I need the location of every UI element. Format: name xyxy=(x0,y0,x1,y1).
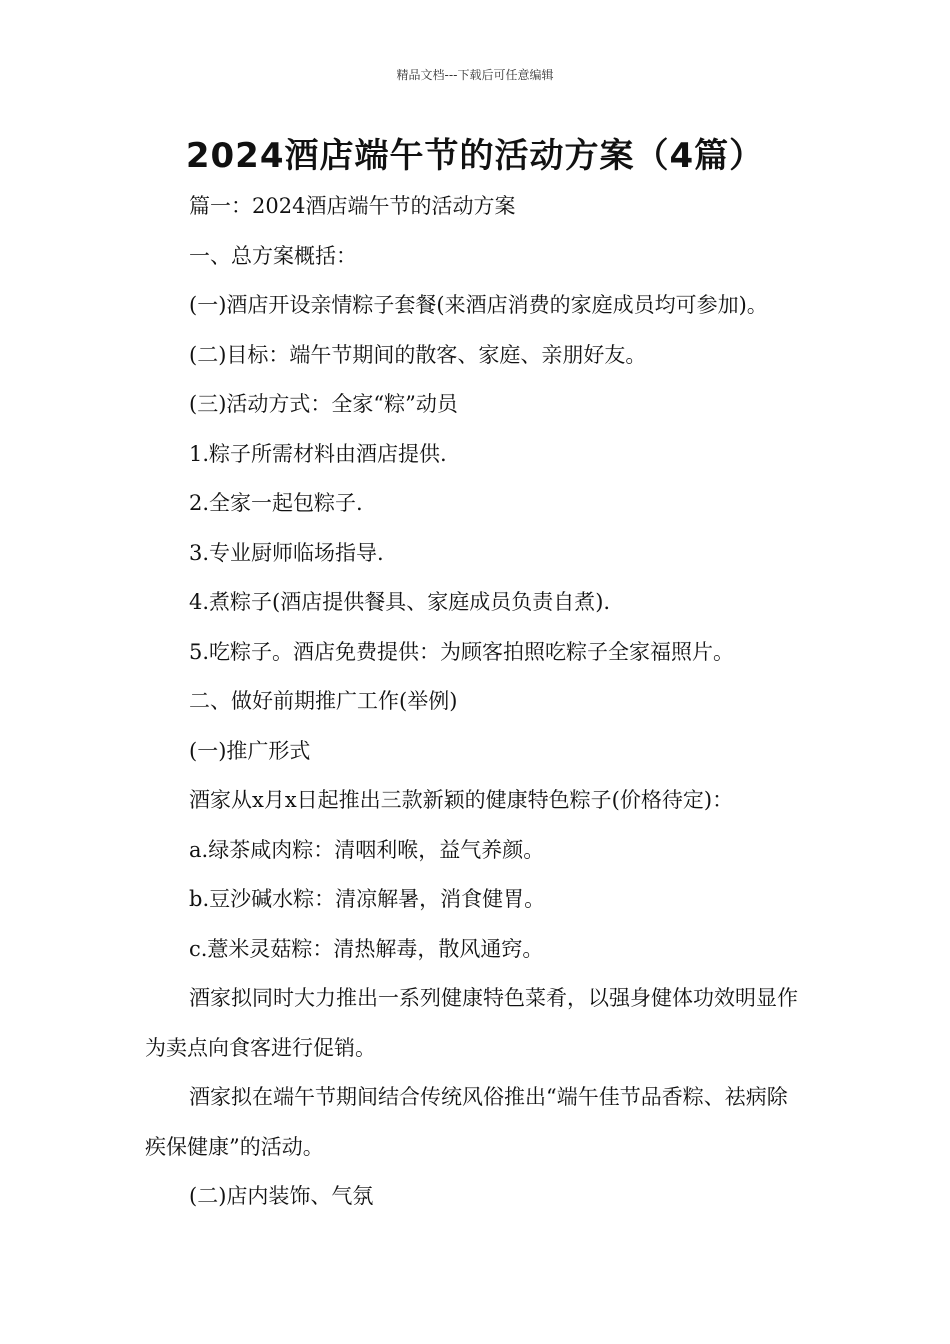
paragraph: (二)目标：端午节期间的散客、家庭、亲朋好友。 xyxy=(189,342,647,367)
list-item: 5.吃粽子。酒店免费提供：为顾客拍照吃粽子全家福照片。 xyxy=(189,639,735,664)
list-item: a.绿茶咸肉粽：清咽利喉，益气养颜。 xyxy=(189,837,545,862)
header-note: 精品文档---下载后可任意编辑 xyxy=(396,68,554,82)
list-item: b.豆沙碱水粽：清凉解暑，消食健胃。 xyxy=(189,887,546,911)
document-title: 2024酒店端午节的活动方案（4篇） xyxy=(185,136,765,176)
document-body xyxy=(145,182,805,1222)
paragraph: 篇一：2024酒店端午节的活动方案 xyxy=(189,194,516,218)
list-item: 3.专业厨师临场指导. xyxy=(189,540,384,565)
section-heading: 二、做好前期推广工作(举例) xyxy=(189,689,458,713)
list-item: 4.煮粽子(酒店提供餐具、家庭成员负责自煮). xyxy=(189,590,611,614)
paragraph: (一)酒店开设亲情粽子套餐(来酒店消费的家庭成员均可参加)。 xyxy=(189,293,768,317)
paragraph: 酒家拟同时大力推出一系列健康特色菜肴，以强身健体功效明显作为卖点向食客进行促销。 xyxy=(145,986,798,1060)
list-item: 2.全家一起包粽子. xyxy=(189,491,363,515)
paragraph: (二)店内装饰、气氛 xyxy=(189,1184,374,1208)
list-item: 1.粽子所需材料由酒店提供. xyxy=(189,441,447,466)
paragraph: (三)活动方式：全家“粽”动员 xyxy=(189,392,458,416)
paragraph: 酒家从x月x日起推出三款新颖的健康特色粽子(价格待定)： xyxy=(189,788,734,812)
section-heading: 一、总方案概括： xyxy=(189,243,357,268)
paragraph: 酒家拟在端午节期间结合传统风俗推出“端午佳节品香粽、祛病除疾保健康”的活动。 xyxy=(145,1085,788,1159)
list-item: c.薏米灵菇粽：清热解毒，散风通窍。 xyxy=(189,936,544,961)
paragraph: (一)推广形式 xyxy=(189,738,311,763)
